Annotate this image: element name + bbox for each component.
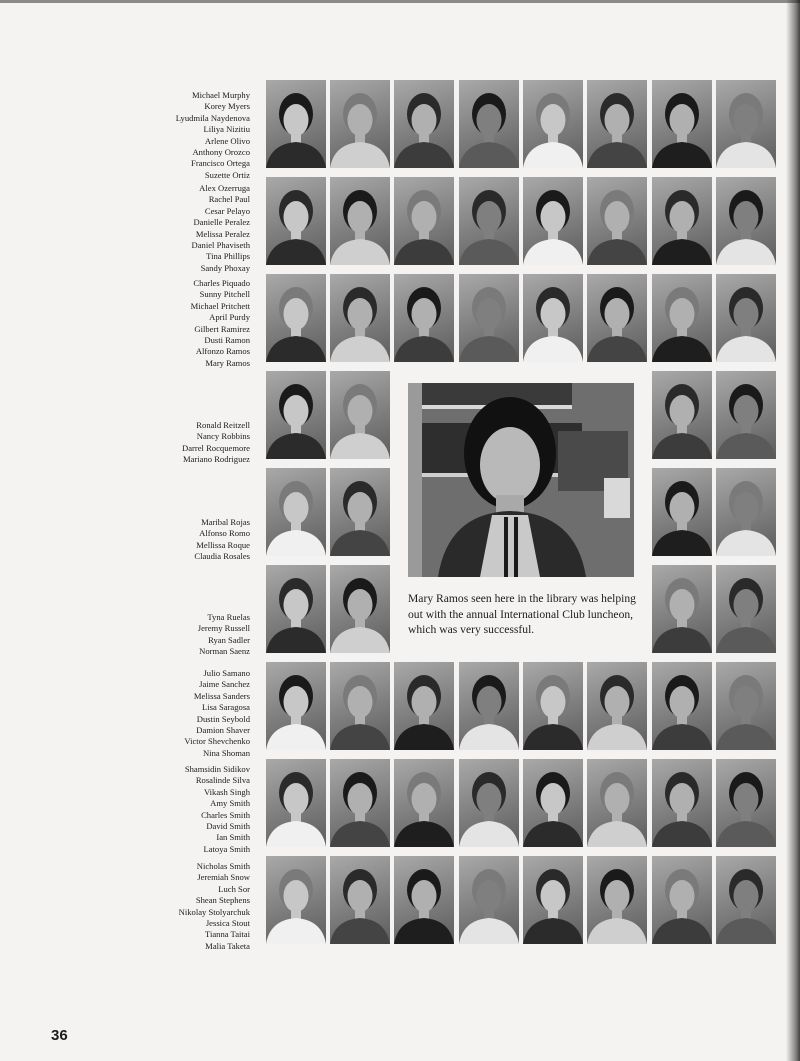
student-portrait: [716, 856, 776, 944]
student-name: Charles Smith: [201, 809, 250, 820]
student-name: Tianna Taitai: [205, 929, 250, 940]
student-portrait: [266, 662, 326, 750]
student-name: David Smith: [206, 821, 250, 832]
student-portrait: [330, 177, 390, 265]
student-portrait: [523, 177, 583, 265]
student-name: Sunny Pitchell: [199, 289, 250, 300]
student-portrait: [459, 662, 519, 750]
student-name: Dustin Seybold: [196, 713, 250, 724]
student-name: Jaime Sanchez: [199, 679, 250, 690]
student-name: Claudia Rosales: [194, 551, 250, 562]
student-portrait: [266, 177, 326, 265]
library-photo-graphic: [408, 383, 634, 577]
student-name: Danielle Peralez: [193, 217, 250, 228]
student-portrait: [523, 662, 583, 750]
student-name: Alfonso Romo: [199, 528, 250, 539]
student-name: Shamsidin Sidikov: [184, 764, 250, 774]
student-portrait: [716, 468, 776, 556]
name-list-row-2: [150, 183, 250, 274]
student-portrait: [266, 80, 326, 168]
student-name: Damion Shaver: [196, 725, 250, 736]
student-name: Mariano Rodriguez: [182, 454, 250, 465]
student-name: Nicholas Smith: [196, 861, 250, 871]
student-name: Victor Shevchenko: [184, 736, 250, 747]
student-name: Suzette Ortiz: [204, 169, 250, 180]
student-name: Nina Shoman: [202, 747, 250, 758]
student-portrait: [394, 177, 454, 265]
student-portrait: [652, 565, 712, 653]
student-portrait: [330, 565, 390, 653]
student-portrait: [716, 759, 776, 847]
student-name: Rachel Paul: [208, 194, 250, 205]
student-portrait: [330, 856, 390, 944]
student-portrait: [652, 80, 712, 168]
student-portrait: [330, 274, 390, 362]
name-list-row-6: [150, 612, 250, 658]
student-name: Melissa Peralez: [195, 228, 250, 239]
student-name: Michael Pritchett: [190, 300, 250, 311]
student-name: Nikolay Stolyarchuk: [178, 906, 250, 917]
student-portrait: [716, 371, 776, 459]
page-top-edge: [0, 0, 800, 3]
student-name: Luch Sor: [218, 883, 250, 894]
student-name: Malia Taketa: [205, 940, 250, 951]
student-portrait: [716, 565, 776, 653]
student-portrait: [523, 759, 583, 847]
student-name: Alfonzo Ramos: [195, 346, 250, 357]
student-portrait: [330, 80, 390, 168]
student-portrait: [523, 274, 583, 362]
student-name: Vikash Singh: [203, 786, 250, 797]
student-portrait: [266, 759, 326, 847]
student-name: Norman Saenz: [199, 646, 250, 657]
student-portrait: [459, 274, 519, 362]
student-name: Gilbert Ramirez: [194, 323, 250, 334]
page-binding-shadow: [786, 0, 800, 1061]
student-name: Ryan Sadler: [208, 634, 250, 645]
student-portrait: [652, 274, 712, 362]
student-name: Nancy Robbins: [196, 431, 250, 442]
student-name: Mary Ramos: [205, 357, 250, 368]
student-portrait: [523, 80, 583, 168]
student-portrait: [652, 856, 712, 944]
student-name: Jessica Stout: [205, 918, 250, 929]
name-list-row-5: [150, 517, 250, 563]
student-name: Michael Murphy: [192, 90, 250, 100]
student-portrait: [716, 274, 776, 362]
name-list-row-7: [150, 668, 250, 759]
student-portrait: [652, 759, 712, 847]
student-name: Lyudmila Naydenova: [175, 112, 250, 123]
student-name: Sandy Phoxay: [200, 262, 250, 273]
student-portrait: [330, 371, 390, 459]
student-name: Lisa Saragosa: [202, 702, 250, 713]
student-portrait: [587, 177, 647, 265]
student-name: Mellissa Roque: [196, 539, 250, 550]
student-portrait: [587, 759, 647, 847]
student-name: Ronald Reitzell: [196, 420, 250, 430]
student-name: April Purdy: [209, 312, 250, 323]
feature-photo-caption: Mary Ramos seen here in the library was helping out with the annual International Club luncheon, which was very successful.: [408, 592, 636, 637]
student-portrait: [652, 468, 712, 556]
student-portrait: [394, 274, 454, 362]
student-name: Tina Phillips: [206, 251, 250, 262]
student-portrait: [716, 177, 776, 265]
student-name: Ian Smith: [216, 832, 250, 843]
student-portrait: [652, 177, 712, 265]
student-name: Jeremy Russell: [197, 623, 250, 634]
student-portrait: [587, 856, 647, 944]
student-portrait: [459, 856, 519, 944]
student-portrait: [330, 468, 390, 556]
student-portrait: [652, 662, 712, 750]
student-name: Korey Myers: [204, 101, 250, 112]
student-name: Anthony Orozco: [192, 147, 250, 158]
student-portrait: [394, 856, 454, 944]
student-portrait: [394, 759, 454, 847]
student-name: Darrel Rocquemore: [181, 442, 250, 453]
student-name: Rosalinde Silva: [195, 775, 250, 786]
student-portrait: [652, 371, 712, 459]
page-number: 36: [51, 1027, 68, 1044]
student-portrait: [394, 662, 454, 750]
student-portrait: [716, 80, 776, 168]
student-portrait: [523, 856, 583, 944]
student-name: Jeremiah Snow: [197, 872, 250, 883]
student-portrait: [266, 565, 326, 653]
student-name: Amy Smith: [210, 798, 250, 809]
student-name: Charles Piquado: [193, 278, 250, 288]
student-name: Melissa Sanders: [193, 690, 250, 701]
student-name: Dusti Ramon: [204, 335, 250, 346]
name-list-row-3: [150, 278, 250, 369]
student-name: Latoya Smith: [203, 843, 250, 854]
student-portrait: [459, 177, 519, 265]
student-name: Francisco Ortega: [191, 158, 250, 169]
student-portrait: [394, 80, 454, 168]
student-portrait: [330, 662, 390, 750]
student-name: Cesar Pelayo: [204, 205, 250, 216]
name-list-row-9: [150, 861, 250, 952]
name-list-row-8: [150, 764, 250, 855]
name-list-row-1: [150, 90, 250, 181]
student-name: Liliya Nizitiu: [203, 124, 250, 135]
student-portrait: [266, 371, 326, 459]
student-portrait: [587, 274, 647, 362]
student-portrait: [716, 662, 776, 750]
student-portrait: [587, 662, 647, 750]
student-name: Alex Ozerruga: [199, 183, 250, 193]
feature-photo: [408, 383, 634, 577]
student-name: Tyna Ruelas: [207, 612, 250, 622]
student-name: Maribal Rojas: [201, 517, 250, 527]
name-list-row-4: [150, 420, 250, 466]
student-portrait: [459, 759, 519, 847]
student-portrait: [266, 468, 326, 556]
student-portrait: [459, 80, 519, 168]
student-portrait: [266, 274, 326, 362]
student-portrait: [587, 80, 647, 168]
student-name: Daniel Phaviseth: [191, 240, 250, 251]
student-name: Julio Samano: [203, 668, 250, 678]
student-portrait: [330, 759, 390, 847]
student-name: Arlene Olivo: [204, 135, 250, 146]
student-name: Shean Stephens: [195, 895, 250, 906]
student-portrait: [266, 856, 326, 944]
